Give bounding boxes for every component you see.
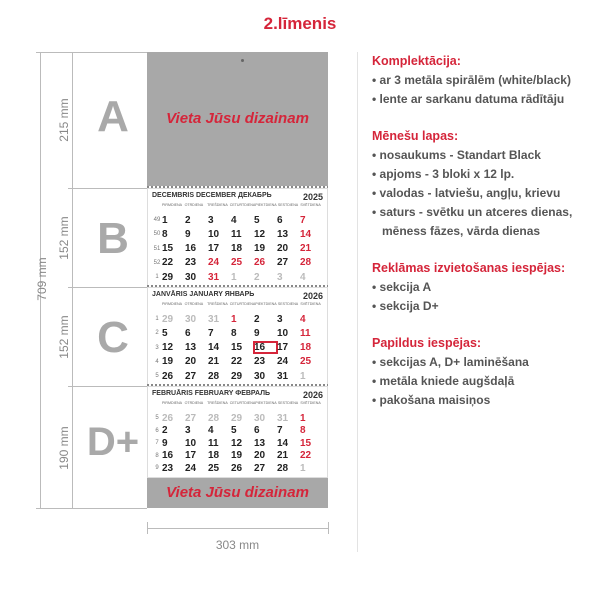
day-cell: 12 xyxy=(254,228,266,240)
day-cell: 21 xyxy=(277,450,289,461)
guide-line xyxy=(40,508,147,509)
day-cell: 13 xyxy=(254,437,266,449)
day-cell: 9 xyxy=(254,327,260,339)
section-gap xyxy=(372,241,597,259)
section-letter-c: C xyxy=(97,313,129,362)
day-cell: 28 xyxy=(300,257,312,269)
day-cell: 29 xyxy=(162,313,174,325)
week-row xyxy=(152,462,323,474)
section-a-header xyxy=(147,52,328,188)
week-number: 5 xyxy=(155,373,159,379)
day-cell: 2 xyxy=(162,425,168,436)
day-cell: 15 xyxy=(162,243,174,254)
week-number: 7 xyxy=(155,440,159,446)
day-cell: 26 xyxy=(162,370,174,382)
panel-item: • metāla kniede augšdaļā xyxy=(372,374,515,388)
day-cell: 8 xyxy=(231,327,237,339)
week-number: 49 xyxy=(153,217,161,223)
day-cell: 27 xyxy=(185,370,197,382)
dim-d-label: 190 mm xyxy=(57,426,71,470)
width-line xyxy=(147,528,328,529)
design-placeholder-top: Vieta Jūsu dizainam xyxy=(166,110,309,127)
month-year: 2025 xyxy=(302,192,323,202)
day-cell: 3 xyxy=(277,313,283,325)
day-cell: 3 xyxy=(185,425,191,436)
weekday-label: SESTDIENA xyxy=(277,302,299,306)
width-tick xyxy=(147,522,148,534)
month-name: JANVĀRIS JANUARY ЯНВАРЬ xyxy=(152,291,255,298)
day-cell: 31 xyxy=(208,313,220,325)
panel-divider xyxy=(357,52,358,552)
day-cell: 18 xyxy=(231,243,243,254)
panel-item: • saturs - svētku un atceres dienas, xyxy=(372,205,573,219)
day-cell: 27 xyxy=(254,462,266,474)
day-cell: 22 xyxy=(300,450,312,461)
weekday-row xyxy=(152,303,323,312)
day-cell: 15 xyxy=(300,437,312,449)
weekday-label: SESTDIENA xyxy=(277,401,299,405)
guide-line xyxy=(72,386,147,387)
day-cell: 21 xyxy=(208,356,220,368)
day-cell: 24 xyxy=(208,257,220,269)
day-cell: 25 xyxy=(300,356,312,368)
weekday-row xyxy=(152,204,323,213)
week-col-pad xyxy=(152,402,162,411)
weekday-row xyxy=(152,402,323,411)
week-number: 8 xyxy=(155,452,159,459)
day-cell: 27 xyxy=(185,412,197,424)
week-row xyxy=(152,271,323,283)
day-cell: 1 xyxy=(162,214,168,226)
panel-item: • ar 3 metāla spirālēm (white/black) xyxy=(372,73,571,87)
day-cell: 28 xyxy=(208,412,220,424)
panel-heading: Reklāmas izvietošanas iespējas: xyxy=(372,261,566,275)
day-cell: 28 xyxy=(208,370,220,382)
section-letter-d: D+ xyxy=(86,420,140,464)
panel-item: • lente ar sarkanu datuma rādītāju xyxy=(372,92,565,106)
month-block-3 xyxy=(147,386,328,478)
section-height-line xyxy=(72,52,73,509)
day-cell: 18 xyxy=(300,342,312,353)
week-row xyxy=(152,342,323,354)
day-cell: 3 xyxy=(208,214,214,226)
weekday-label: OTRDIENA xyxy=(184,401,204,405)
day-cell: 31 xyxy=(208,271,220,283)
day-cell: 22 xyxy=(162,257,174,269)
week-row xyxy=(152,425,323,437)
week-row xyxy=(152,356,323,368)
page-title: 2.līmenis xyxy=(263,14,337,33)
day-cell: 1 xyxy=(231,313,237,325)
day-cell: 9 xyxy=(185,228,191,240)
day-cell: 18 xyxy=(208,450,220,461)
month-year: 2026 xyxy=(302,390,323,400)
week-number: 50 xyxy=(153,231,161,238)
day-cell: 30 xyxy=(254,370,266,382)
weekday-label: PIEKTDIENA xyxy=(255,302,277,306)
day-cell: 29 xyxy=(162,271,174,283)
week-number: 1 xyxy=(155,274,159,280)
day-cell: 4 xyxy=(300,313,306,325)
week-col-pad xyxy=(152,204,162,213)
day-cell: 29 xyxy=(231,412,243,424)
panel-heading: Mēnešu lapas: xyxy=(372,129,459,143)
panel-item: • sekcija D+ xyxy=(372,299,439,313)
current-date-marker: 16 xyxy=(254,342,277,353)
week-row xyxy=(152,370,323,382)
week-row xyxy=(152,327,323,339)
day-cell: 12 xyxy=(162,342,174,353)
rivet-icon xyxy=(241,59,244,62)
month-name: FEBRUĀRIS FEBRUARY ФЕВРАЛЬ xyxy=(152,390,271,397)
day-cell: 7 xyxy=(208,327,214,339)
dim-b-label: 152 mm xyxy=(57,216,71,260)
day-cell: 8 xyxy=(162,228,168,240)
day-cell: 16 xyxy=(185,243,197,254)
weekday-label: CETURTDIENA xyxy=(229,203,256,207)
month-name: DECEMBRIS DECEMBER ДЕКАБРЬ xyxy=(152,192,272,199)
weekday-label: SESTDIENA xyxy=(277,203,299,207)
day-cell: 5 xyxy=(254,214,260,226)
day-cell: 27 xyxy=(277,257,289,269)
day-cell: 3 xyxy=(277,271,283,283)
weekday-label: TREŠDIENA xyxy=(207,203,228,207)
weekday-label: CETURTDIENA xyxy=(229,302,256,306)
info-panel xyxy=(372,52,597,410)
day-cell: 2 xyxy=(185,214,191,226)
weekday-label: PIRMDIENA xyxy=(162,401,182,405)
week-number: 6 xyxy=(155,427,159,434)
width-label: 303 mm xyxy=(215,538,260,552)
weekday-label: TREŠDIENA xyxy=(207,302,228,306)
day-cell: 24 xyxy=(185,462,197,474)
week-number: 9 xyxy=(155,465,159,471)
day-cell: 4 xyxy=(208,425,214,436)
day-cell: 10 xyxy=(277,327,289,339)
day-cell: 23 xyxy=(185,257,197,269)
day-cell: 17 xyxy=(277,342,289,353)
day-cell: 23 xyxy=(162,462,174,474)
panel-item: • pakošana maisiņos xyxy=(372,393,491,407)
section-letter-b: B xyxy=(97,214,129,263)
day-cell: 8 xyxy=(300,425,306,436)
day-cell: 7 xyxy=(277,425,283,436)
panel-item: mēness fāzes, vārda dienas xyxy=(372,224,541,238)
weekday-label: PIRMDIENA xyxy=(162,203,182,207)
section-gap xyxy=(372,109,597,127)
weekday-label: SVĒTDIENA xyxy=(300,401,321,405)
panel-item: • sekcija A xyxy=(372,280,432,294)
day-cell: 17 xyxy=(208,243,220,254)
day-cell: 5 xyxy=(162,327,168,339)
day-grid xyxy=(152,214,323,283)
day-cell: 30 xyxy=(185,271,197,283)
section-d-footer xyxy=(147,478,328,508)
panel-item: • nosaukums - Standart Black xyxy=(372,148,541,162)
day-cell: 10 xyxy=(185,437,197,449)
panel-item: • sekcijas A, D+ laminēšana xyxy=(372,355,529,369)
day-cell: 1 xyxy=(300,462,306,474)
day-cell: 4 xyxy=(300,271,306,283)
week-number: 3 xyxy=(155,344,159,351)
day-cell: 1 xyxy=(300,370,306,382)
week-number: 52 xyxy=(153,259,161,266)
section-gap xyxy=(372,316,597,334)
week-col-pad xyxy=(152,303,162,312)
day-cell: 7 xyxy=(300,214,306,226)
week-row xyxy=(152,243,323,255)
weekday-label: PIEKTDIENA xyxy=(255,203,277,207)
week-number: 51 xyxy=(153,245,161,252)
day-cell: 1 xyxy=(231,271,237,283)
day-cell: 19 xyxy=(162,356,174,368)
day-cell: 30 xyxy=(185,313,197,325)
day-cell: 14 xyxy=(300,228,312,240)
day-cell: 14 xyxy=(277,437,289,449)
panel-heading: Papildus iespējas: xyxy=(372,336,482,350)
weekday-label: OTRDIENA xyxy=(184,203,204,207)
day-cell: 10 xyxy=(208,228,220,240)
day-cell: 31 xyxy=(277,412,289,424)
day-cell: 17 xyxy=(185,450,197,461)
day-cell: 5 xyxy=(231,425,237,436)
day-grid xyxy=(152,412,323,474)
week-row xyxy=(152,313,323,325)
day-cell: 13 xyxy=(277,228,289,240)
month-block-1 xyxy=(147,188,328,287)
weekday-label: SVĒTDIENA xyxy=(300,203,321,207)
week-number: 4 xyxy=(155,358,159,365)
day-cell: 20 xyxy=(277,243,289,254)
day-cell: 9 xyxy=(162,437,168,449)
day-cell: 6 xyxy=(277,214,283,226)
dim-a-label: 215 mm xyxy=(57,98,71,142)
day-cell: 11 xyxy=(208,437,219,449)
day-cell: 26 xyxy=(162,412,174,424)
design-placeholder-bottom: Vieta Jūsu dizainam xyxy=(166,484,309,501)
month-year: 2026 xyxy=(302,291,323,301)
day-cell: 25 xyxy=(231,257,243,269)
day-cell: 4 xyxy=(231,214,237,226)
day-cell: 2 xyxy=(254,271,260,283)
day-cell: 22 xyxy=(231,356,243,368)
day-cell: 1 xyxy=(300,412,306,424)
day-cell: 13 xyxy=(185,342,197,353)
day-cell: 6 xyxy=(185,327,191,339)
day-cell: 2 xyxy=(254,313,260,325)
panel-item: • apjoms - 3 bloki x 12 lp. xyxy=(372,167,515,181)
weekday-label: OTRDIENA xyxy=(184,302,204,306)
width-tick xyxy=(328,522,329,534)
day-cell: 14 xyxy=(208,342,220,353)
day-cell: 19 xyxy=(254,243,266,254)
day-cell: 19 xyxy=(231,450,243,461)
weekday-label: SVĒTDIENA xyxy=(300,302,321,306)
panel-item: • valodas - latviešu, angļu, krievu xyxy=(372,186,561,200)
guide-line xyxy=(40,52,147,53)
day-cell: 12 xyxy=(231,437,243,449)
week-row xyxy=(152,228,323,240)
weekday-label: PIRMDIENA xyxy=(162,302,182,306)
day-cell: 30 xyxy=(254,412,266,424)
day-cell: 21 xyxy=(300,243,312,254)
week-row xyxy=(152,214,323,226)
week-number: 5 xyxy=(155,415,159,421)
day-cell: 26 xyxy=(254,257,266,269)
week-row xyxy=(152,257,323,269)
weekday-label: PIEKTDIENA xyxy=(255,401,277,405)
panel-heading: Komplektācija: xyxy=(372,54,461,68)
day-grid xyxy=(152,313,323,382)
week-row xyxy=(152,450,323,462)
day-cell: 25 xyxy=(208,462,220,474)
weekday-label: TREŠDIENA xyxy=(207,401,228,405)
week-row xyxy=(152,412,323,424)
day-cell: 16 xyxy=(162,450,174,461)
day-cell: 23 xyxy=(254,356,266,368)
day-cell: 15 xyxy=(231,342,243,353)
month-block-2 xyxy=(147,287,328,386)
day-cell: 24 xyxy=(277,356,289,368)
day-cell: 29 xyxy=(231,370,243,382)
week-number: 1 xyxy=(155,316,159,322)
section-letter-a: A xyxy=(97,92,129,141)
day-cell: 6 xyxy=(254,425,260,436)
month-header xyxy=(152,390,323,400)
day-cell: 26 xyxy=(231,462,243,474)
week-row xyxy=(152,437,323,449)
day-cell: 20 xyxy=(185,356,197,368)
guide-line xyxy=(72,188,147,189)
total-height-label: 709 mm xyxy=(35,257,49,301)
dim-c-label: 152 mm xyxy=(57,315,71,359)
week-number: 2 xyxy=(155,330,159,337)
day-cell: 11 xyxy=(300,327,311,339)
month-header xyxy=(152,291,323,301)
guide-line xyxy=(72,287,147,288)
day-cell: 31 xyxy=(277,370,289,382)
month-header xyxy=(152,192,323,202)
day-cell: 28 xyxy=(277,462,289,474)
weekday-label: CETURTDIENA xyxy=(229,401,256,405)
day-cell: 20 xyxy=(254,450,266,461)
day-cell: 11 xyxy=(231,228,242,240)
